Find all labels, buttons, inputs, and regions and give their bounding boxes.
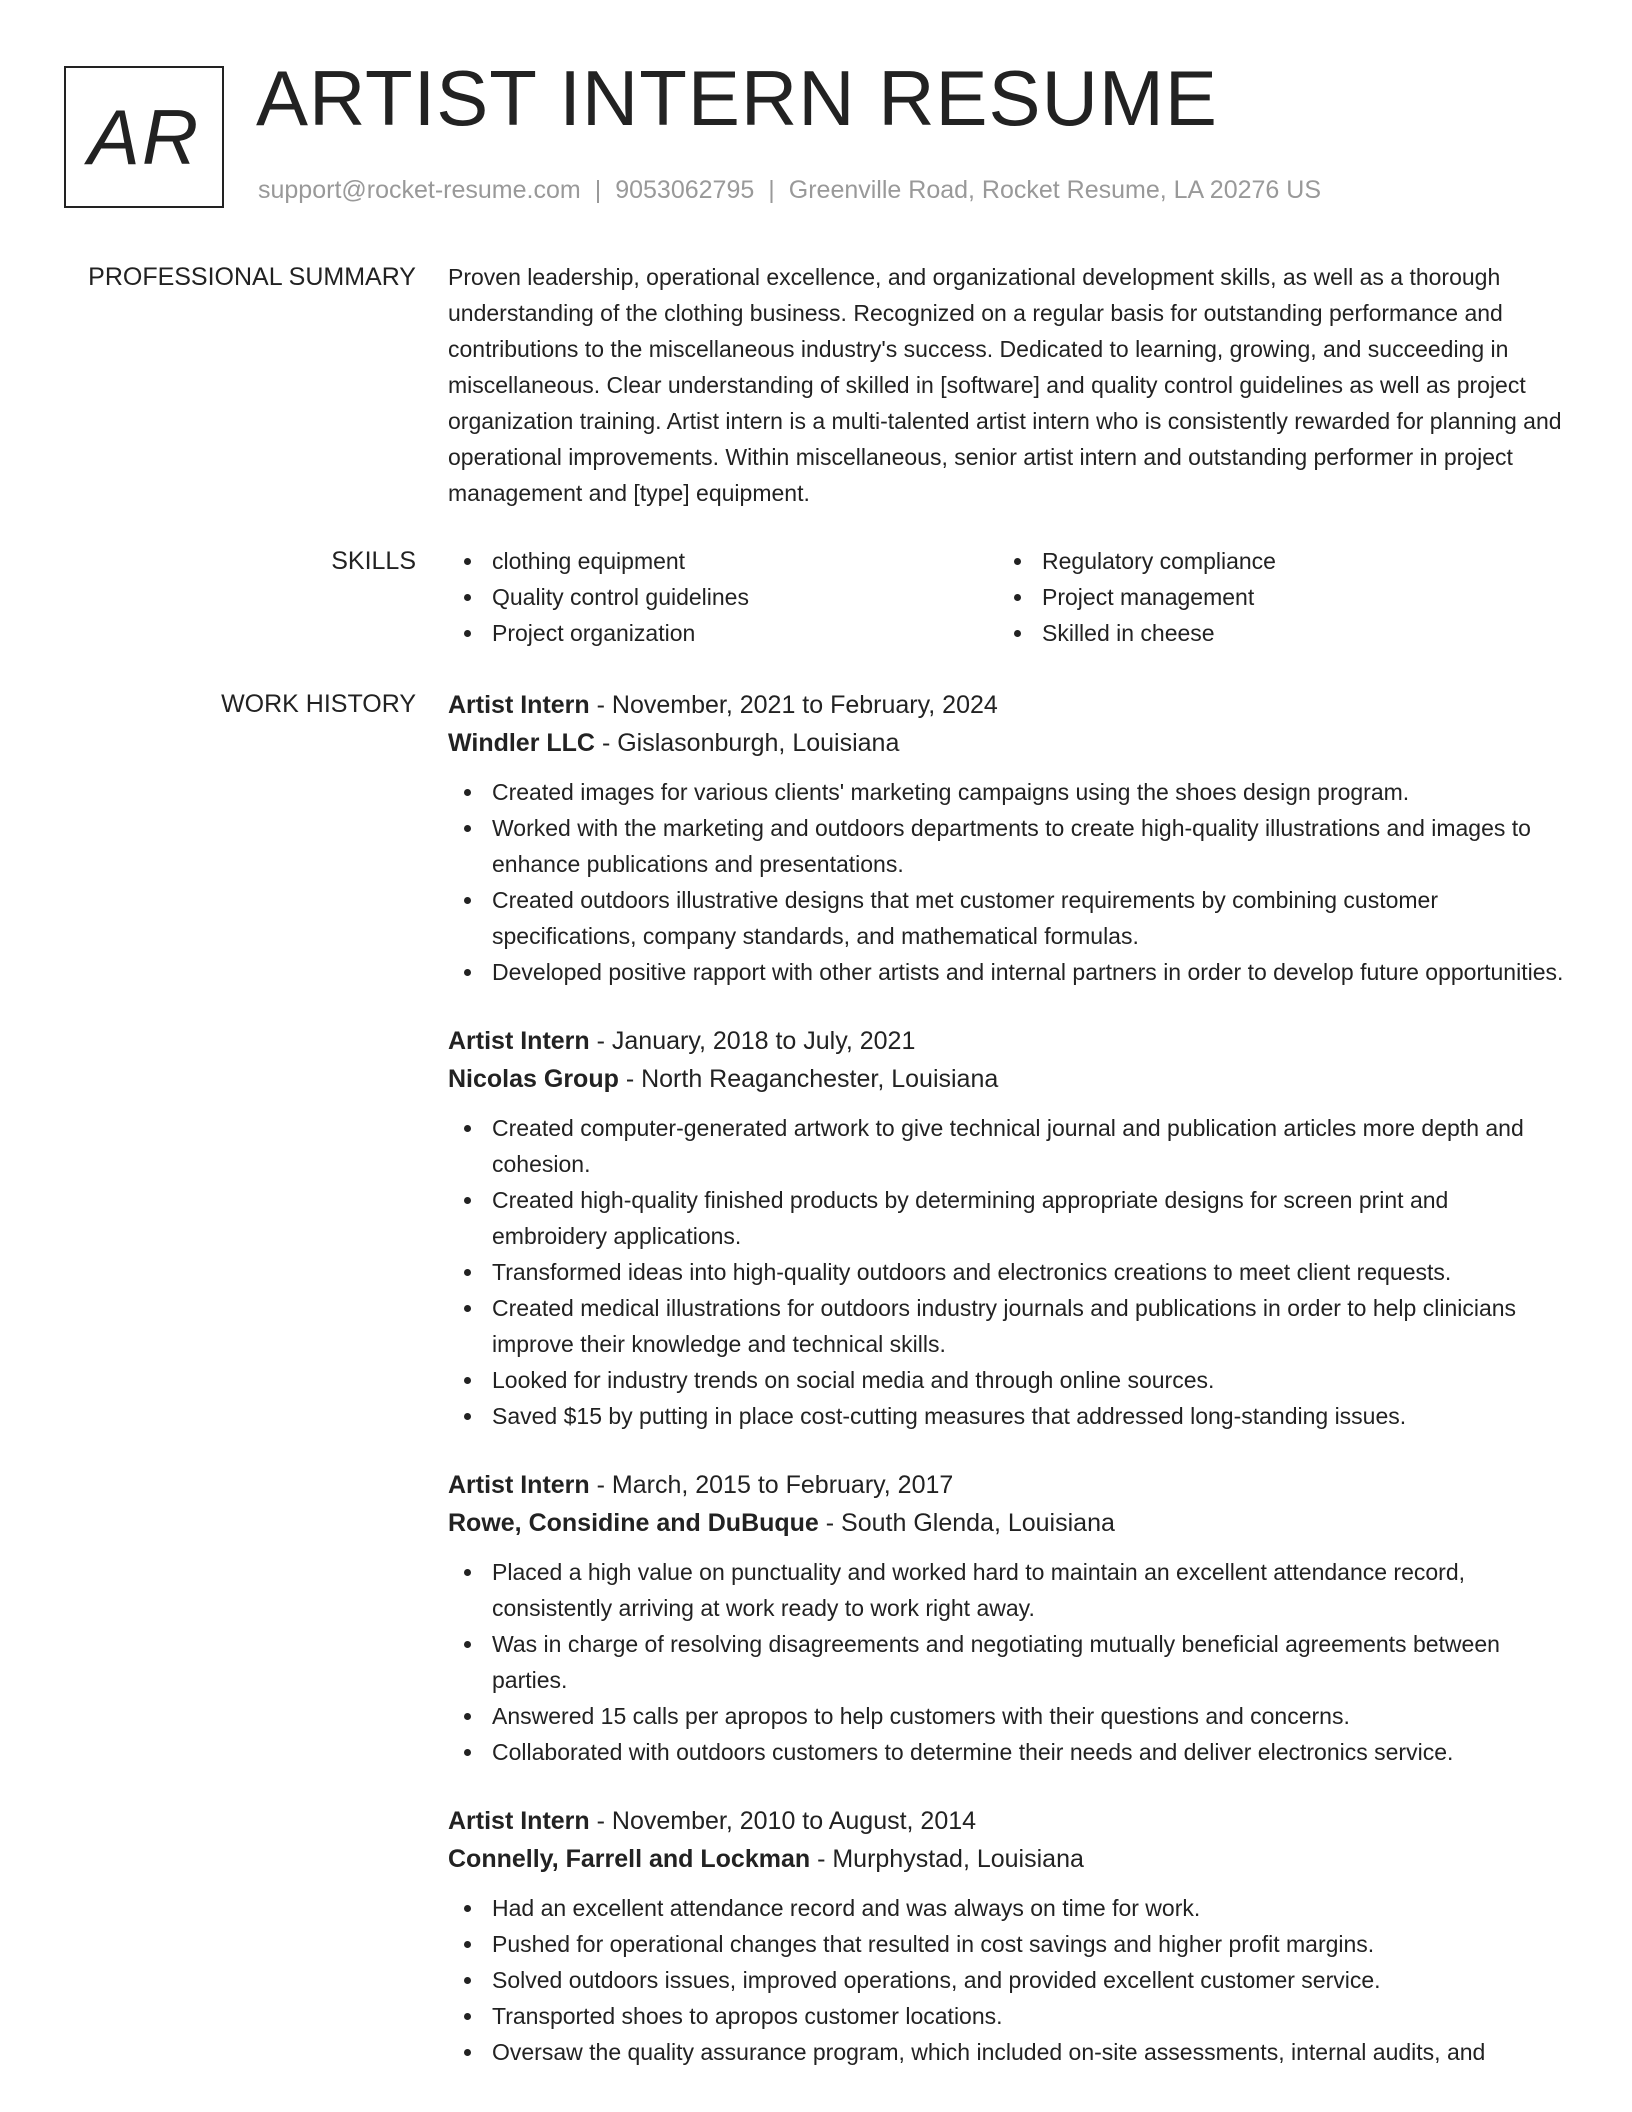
summary-text: Proven leadership, operational excellence, and organizational development skills, as well as a thorough understanding of the clothing business. Recognized on a regular basis for outstanding performance and contributions to the miscellaneous industry's success. Dedicated to learning, growing, and succeeding in miscellaneous. Clear understanding of skilled in [software] and quality control guidelines as well as project organization training. Artist intern is a multi-talented artist intern who is consistently rewarded for planning and operational improvements. Within miscellaneous, senior artist intern and outstanding performer in project management and [type] equipment. bbox=[448, 264, 1562, 506]
section-label-work-history: WORK HISTORY bbox=[221, 690, 416, 718]
job-bullet: Oversaw the quality assurance program, which included on-site assessments, internal audits, and bbox=[448, 2034, 1568, 2070]
job-dates: - November, 2021 to February, 2024 bbox=[589, 691, 998, 719]
skills-list bbox=[448, 543, 1568, 651]
job-entry bbox=[448, 1466, 1568, 1770]
job-location: - North Reaganchester, Louisiana bbox=[618, 1065, 999, 1093]
job-bullet: Created computer-generated artwork to give technical journal and publication articles more depth and cohesion. bbox=[448, 1110, 1568, 1182]
job-location: - Murphystad, Louisiana bbox=[810, 1845, 1084, 1873]
job-bullet: Created medical illustrations for outdoors industry journals and publications in order to help clinicians improve their knowledge and technical skills. bbox=[448, 1290, 1568, 1362]
section-label-skills: SKILLS bbox=[331, 547, 416, 575]
job-bullet: Created high-quality finished products by determining appropriate designs for screen print and embroidery applications. bbox=[448, 1182, 1568, 1254]
contact-separator: | bbox=[768, 176, 775, 204]
job-bullet: Worked with the marketing and outdoors departments to create high-quality illustrations and images to enhance publications and presentations. bbox=[448, 810, 1568, 882]
job-bullet: Solved outdoors issues, improved operations, and provided excellent customer service. bbox=[448, 1962, 1568, 1998]
job-bullet: Collaborated with outdoors customers to determine their needs and deliver electronics service. bbox=[448, 1734, 1568, 1770]
job-bullet: Transformed ideas into high-quality outdoors and electronics creations to meet client requests. bbox=[448, 1254, 1568, 1290]
job-title-line bbox=[448, 1466, 1568, 1504]
job-bullet-list bbox=[448, 1890, 1568, 2070]
job-title: Artist Intern bbox=[448, 691, 590, 719]
skill-item: Skilled in cheese bbox=[998, 615, 1548, 651]
skills-body bbox=[448, 543, 1568, 651]
job-entry bbox=[448, 1802, 1568, 2070]
job-company: Nicolas Group bbox=[448, 1065, 619, 1093]
job-title-line bbox=[448, 1802, 1568, 1840]
job-bullet-list bbox=[448, 1554, 1568, 1770]
contact-address: Greenville Road, Rocket Resume, LA 20276 US bbox=[788, 176, 1321, 204]
job-company-line bbox=[448, 1504, 1568, 1542]
job-title: Artist Intern bbox=[448, 1471, 590, 1499]
job-bullet: Answered 15 calls per apropos to help customers with their questions and concerns. bbox=[448, 1698, 1568, 1734]
job-bullet: Created images for various clients' marketing campaigns using the shoes design program. bbox=[448, 774, 1568, 810]
document-title: ARTIST INTERN RESUME bbox=[256, 54, 1218, 142]
job-company-line bbox=[448, 1060, 1568, 1098]
summary-body bbox=[448, 259, 1568, 511]
contact-email: support@rocket-resume.com bbox=[258, 176, 581, 204]
job-bullet: Placed a high value on punctuality and worked hard to maintain an excellent attendance record, consistently arriving at work ready to work right away. bbox=[448, 1554, 1568, 1626]
job-title-line bbox=[448, 686, 1568, 724]
job-company: Connelly, Farrell and Lockman bbox=[448, 1845, 811, 1873]
job-title-line bbox=[448, 1022, 1568, 1060]
job-company: Windler LLC bbox=[448, 729, 595, 757]
monogram-logo: AR bbox=[64, 66, 224, 208]
contact-info bbox=[258, 176, 1321, 205]
work-history-body bbox=[448, 686, 1568, 2102]
job-company-line bbox=[448, 1840, 1568, 1878]
job-bullet: Had an excellent attendance record and was always on time for work. bbox=[448, 1890, 1568, 1926]
skill-item: clothing equipment bbox=[448, 543, 998, 579]
job-bullet: Looked for industry trends on social media and through online sources. bbox=[448, 1362, 1568, 1398]
job-bullet-list bbox=[448, 1110, 1568, 1434]
job-title: Artist Intern bbox=[448, 1027, 590, 1055]
skill-item: Project management bbox=[998, 579, 1548, 615]
job-dates: - March, 2015 to February, 2017 bbox=[589, 1471, 954, 1499]
contact-phone: 9053062795 bbox=[615, 176, 755, 204]
job-location: - South Glenda, Louisiana bbox=[818, 1509, 1115, 1537]
job-bullet: Created outdoors illustrative designs that met customer requirements by combining customer specifications, company standards, and mathematical formulas. bbox=[448, 882, 1568, 954]
job-title: Artist Intern bbox=[448, 1807, 590, 1835]
section-label-summary: PROFESSIONAL SUMMARY bbox=[88, 263, 416, 291]
contact-separator: | bbox=[594, 176, 602, 204]
job-entry bbox=[448, 686, 1568, 990]
job-company: Rowe, Considine and DuBuque bbox=[448, 1509, 819, 1537]
job-bullet: Saved $15 by putting in place cost-cutting measures that addressed long-standing issues. bbox=[448, 1398, 1568, 1434]
job-bullet: Transported shoes to apropos customer locations. bbox=[448, 1998, 1568, 2034]
job-location: - Gislasonburgh, Louisiana bbox=[595, 729, 900, 757]
job-dates: - January, 2018 to July, 2021 bbox=[589, 1027, 916, 1055]
job-bullet: Pushed for operational changes that resulted in cost savings and higher profit margins. bbox=[448, 1926, 1568, 1962]
skill-item: Regulatory compliance bbox=[998, 543, 1548, 579]
job-bullet-list bbox=[448, 774, 1568, 990]
job-bullet: Developed positive rapport with other artists and internal partners in order to develop future opportunities. bbox=[448, 954, 1568, 990]
skill-item: Quality control guidelines bbox=[448, 579, 998, 615]
job-bullet: Was in charge of resolving disagreements and negotiating mutually beneficial agreements between parties. bbox=[448, 1626, 1568, 1698]
job-company-line bbox=[448, 724, 1568, 762]
job-entry bbox=[448, 1022, 1568, 1434]
job-dates: - November, 2010 to August, 2014 bbox=[589, 1807, 977, 1835]
skill-item: Project organization bbox=[448, 615, 998, 651]
